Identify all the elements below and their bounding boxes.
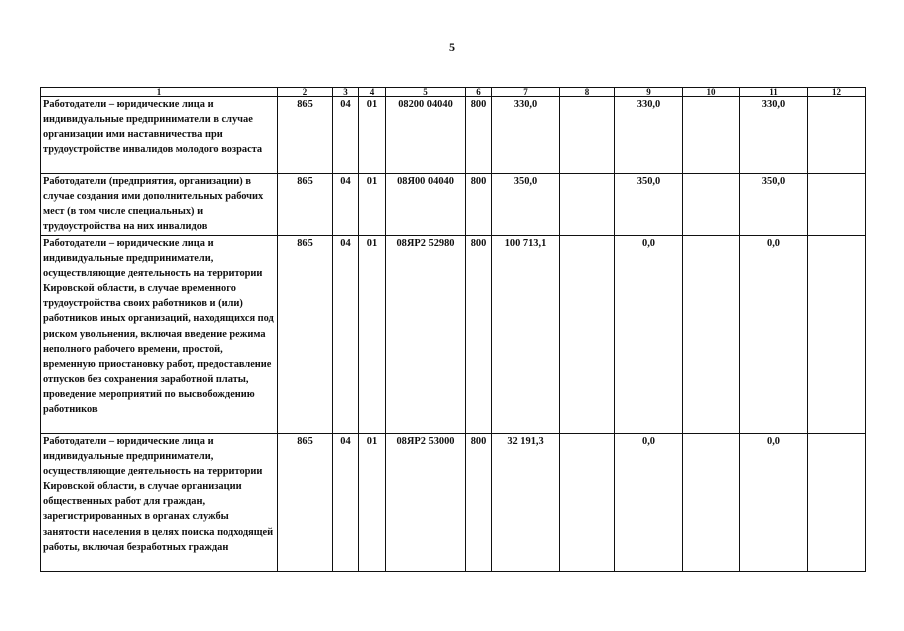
amount-total: 330,0	[492, 97, 560, 174]
amount-col9: 0,0	[615, 236, 683, 434]
ministry-code: 865	[278, 434, 333, 572]
amount-col8	[560, 174, 615, 236]
amount-col10	[683, 434, 740, 572]
budget-table	[40, 87, 866, 572]
amount-col12	[808, 174, 866, 236]
amount-col12	[808, 97, 866, 174]
amount-col9: 350,0	[615, 174, 683, 236]
expense-type: 800	[466, 174, 492, 236]
target-article: 08Я00 04040	[386, 174, 466, 236]
ministry-code: 865	[278, 174, 333, 236]
recipient-name: Работодатели – юридические лица и индивидуальные предприниматели, осуществляющие деятельность на территории Кировской области, в случае организации общественных работ для граждан, зарегистрированных в органах службы занятости населения в целях поиска подходящей работы, включая безработных граждан	[41, 434, 278, 572]
section-code: 04	[333, 174, 359, 236]
column-header: 6	[466, 88, 492, 97]
column-header: 5	[386, 88, 466, 97]
amount-col8	[560, 236, 615, 434]
ministry-code: 865	[278, 236, 333, 434]
column-header: 2	[278, 88, 333, 97]
page-number: 5	[449, 40, 455, 54]
column-header: 11	[740, 88, 808, 97]
target-article: 08200 04040	[386, 97, 466, 174]
column-header: 1	[41, 88, 278, 97]
amount-col8	[560, 97, 615, 174]
recipient-name: Работодатели (предприятия, организации) в случае создания ими дополнительных рабочих мест (в том числе специальных) и трудоустройства на них инвалидов	[41, 174, 278, 236]
column-header: 7	[492, 88, 560, 97]
column-header: 3	[333, 88, 359, 97]
expense-type: 800	[466, 236, 492, 434]
target-article: 08ЯР2 52980	[386, 236, 466, 434]
amount-col10	[683, 174, 740, 236]
table-row	[41, 434, 866, 572]
section-code: 04	[333, 236, 359, 434]
table-row	[41, 236, 866, 434]
subsection-code: 01	[359, 434, 386, 572]
expense-type: 800	[466, 434, 492, 572]
amount-total: 350,0	[492, 174, 560, 236]
amount-col11: 0,0	[740, 236, 808, 434]
amount-col12	[808, 434, 866, 572]
table-row	[41, 174, 866, 236]
table-row	[41, 97, 866, 174]
column-header: 4	[359, 88, 386, 97]
subsection-code: 01	[359, 174, 386, 236]
subsection-code: 01	[359, 236, 386, 434]
column-header: 8	[560, 88, 615, 97]
amount-col11: 0,0	[740, 434, 808, 572]
subsection-code: 01	[359, 97, 386, 174]
recipient-name: Работодатели – юридические лица и индивидуальные предприниматели в случае организации ими наставничества при трудоустройстве инвалидов молодого возраста	[41, 97, 278, 174]
ministry-code: 865	[278, 97, 333, 174]
amount-col8	[560, 434, 615, 572]
column-header: 9	[615, 88, 683, 97]
amount-col12	[808, 236, 866, 434]
amount-col10	[683, 97, 740, 174]
header-row	[41, 88, 866, 97]
column-header: 12	[808, 88, 866, 97]
section-code: 04	[333, 97, 359, 174]
amount-col10	[683, 236, 740, 434]
amount-col9: 330,0	[615, 97, 683, 174]
amount-total: 32 191,3	[492, 434, 560, 572]
section-code: 04	[333, 434, 359, 572]
column-header: 10	[683, 88, 740, 97]
recipient-name: Работодатели – юридические лица и индивидуальные предприниматели, осуществляющие деятельность на территории Кировской области, в случае временного трудоустройства своих работников и (или) работников иных организаций, находящихся под риском увольнения, включая введение режима неполного рабочего времени, простой, временную приостановку работ, предоставление отпусков без сохранения заработной платы, проведение мероприятий по высвобождению работников	[41, 236, 278, 434]
expense-type: 800	[466, 97, 492, 174]
amount-col11: 330,0	[740, 97, 808, 174]
amount-col9: 0,0	[615, 434, 683, 572]
amount-total: 100 713,1	[492, 236, 560, 434]
amount-col11: 350,0	[740, 174, 808, 236]
target-article: 08ЯР2 53000	[386, 434, 466, 572]
